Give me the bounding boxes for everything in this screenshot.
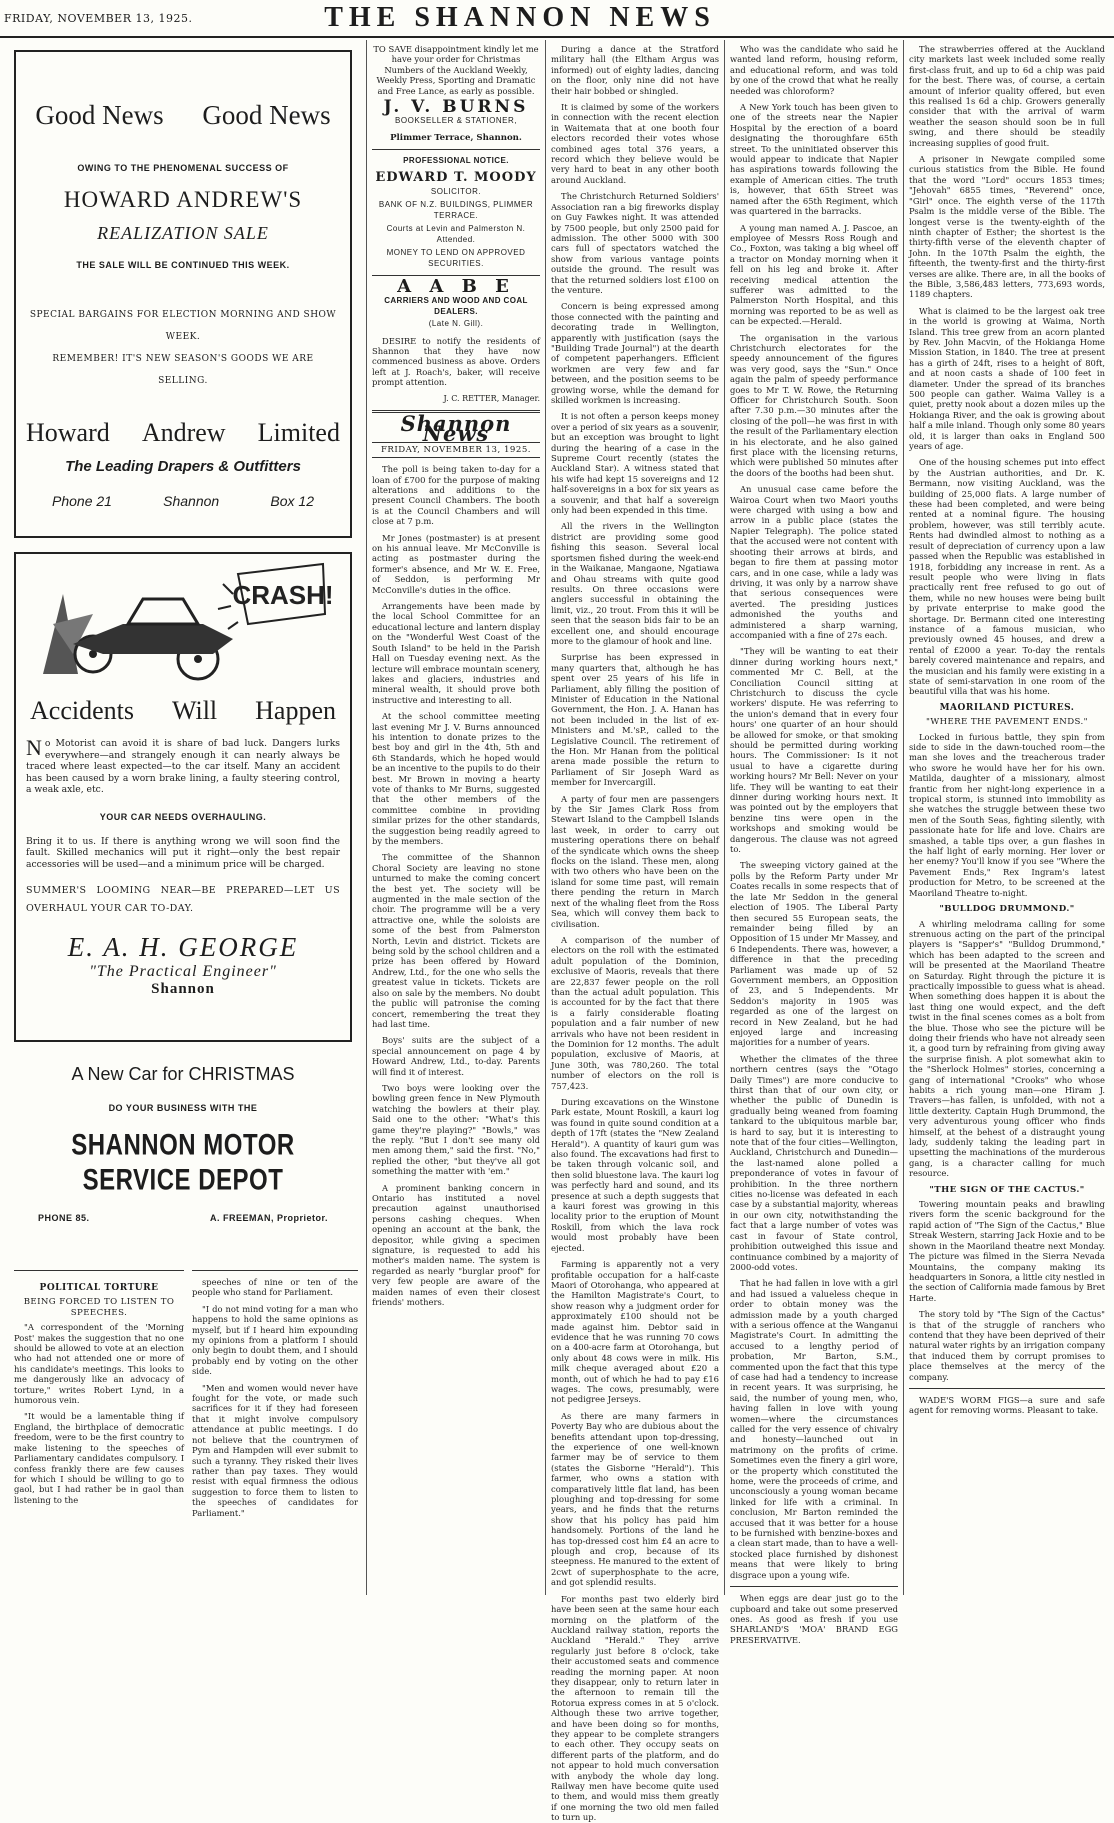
- news-paragraph: At the school committee meeting last evening Mr J. V. Burns announced his intention to donate prizes to the best boy and girl in the 4th, 5th and 6th Standards, which he hoped would be an incentive to the pupils to do their best. Mr Brown in moving a hearty vote of thanks to Mr Burns, suggested that the other members of the committee combine in providing similar prizes for the other standards, the suggestion being readily agreed to by the members.: [372, 711, 540, 846]
- overhaul-heading: YOUR CAR NEEDS OVERHAULING.: [99, 811, 267, 822]
- firm-name: [16, 418, 350, 448]
- firm-word: Howard: [26, 418, 110, 447]
- news-paragraph: The Christchurch Returned Soldiers' Association ran a big fireworks display on Guy Fawkes night. It was attended by 7500 people, but only 2500 paid for admission. The other 5000 with 300 cars full of spectators watched the show from various vantage points outside the ground. The result was that the returned soldiers lost £100 on the venture.: [551, 191, 719, 295]
- george-name: E. A. H. GEORGE: [67, 932, 299, 962]
- news-paragraph: During excavations on the Winstone Park estate, Mount Roskill, a kauri log was found in quite sound condition at a depth of 17ft (states the "New Zealand Herald"). A quantity of kauri gum was also found. The excavations had first to be taken through volcanic soil, and then solid bluestone lava. The kauri log was perfectly hard and sound, and its presence at such a depth suggests that a kauri forest was growing in this locality prior to the eruption of Mount Roskill, from which the lava rock would most probably have been ejected.: [551, 1097, 719, 1253]
- news-paragraph: Two boys were looking over the bowling green fence in New Plymouth watching the bowlers at their play. Said one to the other: "What's this game they're playing?" "Bowls," was the reply. "But I don't see many old men among them," said the first. "No," replied the other, "but they've all got something the matter with 'em.": [372, 1082, 540, 1177]
- realization-sale: REALIZATION SALE: [97, 223, 269, 243]
- burns-trade: BOOKSELLER & STATIONER,: [395, 116, 517, 126]
- news-paragraph: Surprise has been expressed in many quarters that, although he has spent over 25 years of his life in Parliament, ably filling the position of Minister of Education in the National Government, the Hon. J. A. Hanan has not been included in the list of ex-Ministers and M.'sP., called to the Legislative Council. The retirement of the Hon. Mr Hanan from the political arena made possible the return to Parliament of Sir Joseph Ward as member for Invercargill.: [551, 652, 719, 788]
- news-paragraph: One of the housing schemes put into effect by the Austrian authorities, and Dr. K. Bermann, now visiting Auckland, was the building of 25,000 flats. A large number of these had been completed, and were being rented at a nominal figure. The housing problem, however, was still terribly acute. Rents had dwindled almost to nothing as a result of depreciation of currency upon a law passed when the Republic was established in 1918, forbidding any increase in rent. As a result people who were living in flats practically rent free refused to go out of them, while no new houses were being built by private enterprise to make good the shortage. Dr. Bermann cited one interesting instance of a famous musician, who previously owned 45 houses, and drew a rental of £2000 a year. To-day the rentals barely covered maintenance and repairs, and the musician and his family were existing in a state of semi-starvation in one room of the beautiful villa that was his home.: [909, 457, 1105, 697]
- crashed-car-illustration: [33, 554, 333, 684]
- column-rule: [724, 40, 725, 1595]
- good-news-right: Good News: [202, 100, 331, 130]
- news-paragraph: The poll is being taken to-day for a loan of £700 for the purpose of making alterations and additions to the present Council Chambers. The booth is at the Council Chambers and will close at 7 p.m.: [372, 464, 540, 527]
- howard-andrew-advert: [14, 50, 352, 538]
- political-torture-col-2: [192, 1270, 358, 1602]
- bulldog-subheading: "BULLDOG DRUMMOND.": [939, 904, 1075, 915]
- news-paragraph: What is claimed to be the largest oak tree in the world is growing at Waima, North Island. This tree grew from an acorn planted by Rev. John Macvin, of the Hokianga Home Mission Station, in 1840. The tree at present has a girth of 24ft, rises to a height of 80ft, and at noon casts a shade of 100 feet in diameter. Under the spread of its branches 500 people can gather. Waima Valley is a quiet, pretty nook about a dozen miles up the Hokianga River, and the oak is growing about half a mile inland. Though only some 80 years old, it is larger than oaks in England 500 years of age.: [909, 305, 1105, 452]
- pavement-subheading: "WHERE THE PAVEMENT ENDS.": [926, 717, 1088, 728]
- depot-name: SHANNON MOTOR SERVICE DEPOT: [71, 1128, 295, 1197]
- motor-depot-advert: [14, 1054, 352, 1254]
- article-paragraph: "A correspondent of the 'Morning Post' makes the suggestion that no one should be allowed to vote at an election who had not attended one or more of his candidate's meetings. This looks to me dangerously like an advocacy of torture," writes Robert Lynd, in a humorous vein.: [14, 1322, 184, 1406]
- moody-money: MONEY TO LEND ON APPROVED SECURITIES.: [386, 248, 526, 268]
- nameplate-date: FRIDAY, NOVEMBER 13, 1925.: [372, 442, 540, 458]
- aabe-sign: J. C. RETTER, Manager.: [443, 393, 540, 403]
- drop-cap: N: [26, 735, 42, 760]
- news-paragraph: All the rivers in the Wellington district are providing some good fishing this season. Several local sportsmen fished during the week-end in the Waikanae, Mangaone, Ngatiawa and Ohau streams with quite good results. On three occasions were anglers successful in obtaining the limit, viz., 20 trout. From this it will be seen that the season bids fair to be an excellent one, and should encourage more to the glamour of hook and line.: [551, 521, 719, 646]
- column-6: [909, 44, 1105, 1592]
- show-week: WEEK.: [165, 332, 201, 342]
- aabe-late: (Late N. Gill).: [428, 319, 484, 329]
- burns-name: J. V. BURNS: [383, 97, 529, 118]
- news-paragraph: Concern is being expressed among those connected with the painting and decorating trade in Wellington, apparently with justification (says the "Building Trade Journal") at the dearth of competent paperhangers. Efficient workmen are very few and far between, and the position seems to be growing worse, while the demand for skilled workmen is increasing.: [551, 301, 719, 405]
- news-paragraph: Arrangements have been made by the local School Committee for an educational lecture and lantern display on the "Wonderful West Coast of the South Island" to be held in the Parish Hall on Tuesday evening next. As the lecture will embrace mountain scenery, lakes and glaciers, industries and mineral wealth, it should prove both instructive and interesting to all.: [372, 601, 540, 705]
- news-paragraph: That he had fallen in love with a girl and had issued a valueless cheque in order to obtain money was the admission made by a youth charged with a serious offence at the Wanganui Magistrate's Court. In admitting the accused to a lengthy period of probation, Mr Barton, S.M., commented upon the fact that this type of case had had a tendency to increase in recent years. It was surprising, he said, the number of young men, who, having fallen in love with young women—where the circumstances called for the very essence of chivalry and honesty—launched out in matrimony on the profits of crime. Sometimes even the finery a girl wore, or the property which constituted the home, were the proceeds of crime, and unconsciously a young woman became linked for life with a criminal. In conclusion, Mr Barton reminded the accused that it was better for a house to be furnished with benzine-boxes and a clean start made, than to have a well-stocked place furnished by dishonest means that were likely to bring disgrace upon a young wife.: [730, 1278, 898, 1580]
- moody-advert: [372, 156, 540, 269]
- issue-date: FRIDAY, NOVEMBER 13, 1925.: [4, 12, 193, 25]
- column-4: [551, 44, 719, 1823]
- owing-line: OWING TO THE PHENOMENAL SUCCESS OF: [77, 163, 289, 173]
- cactus-subheading: "THE SIGN OF THE CACTUS.": [929, 1184, 1085, 1195]
- column-5: [730, 44, 898, 1645]
- news-paragraph: Who was the candidate who said he wanted land reform, housing reform, and educational reform, and was told by one of the crowd that what he really needed was chloroform?: [730, 44, 898, 96]
- news-paragraph: A young man named A. J. Pascoe, an employee of Messrs Ross Rough and Co., Foxton, was taking a big wheel off a tractor on Monday morning when it fell on his leg and broke it. After receiving medical attention the sufferer was admitted to the Palmerston North Hospital, and this morning was reported to be as well as can be expected.—Herald.: [730, 222, 898, 327]
- news-paragraph: A party of four men are passengers by the Sir James Clark Ross from Stewart Island to the Campbell Islands last week, in order to carry out mustering operations there on behalf of the syndicate which owns the sheep flocks on the island. These men, along with two others who have been on the island for some time past, will remain there pending the return in March next of the whaling fleet from the Ross Sea, which will convey them back to civilisation.: [551, 793, 719, 929]
- news-paragraph: Farming is apparently not a very profitable occupation for a half-caste Maori of Otorohanga, who appeared at the Hamilton Magistrate's Court, to show reason why a judgment order for approximately £100 should not be made against him. Debtor said in evidence that he was running 70 cows on a 400-acre farm at Otorohanga, but only about 48 cows were in milk. His milk cheque averaged about £20 a month, out of which he had to pay £16 wages. The cows, presumably, were not pedigree Jerseys.: [551, 1259, 719, 1405]
- moody-name: EDWARD T. MOODY: [375, 169, 537, 185]
- town-name: Shannon: [163, 493, 220, 509]
- news-paragraph: A prominent banking concern in Ontario has instituted a novel precaution against unauthorised persons cashing cheques. When opening an account at the bank, the depositor, while giving a specimen signature, is requested to add his mother's maiden name. The system is regarded as nearly "burglar proof" for very few people are aware of the maiden names of even their closest friends' mothers.: [372, 1182, 540, 1308]
- firm-tagline: The Leading Drapers & Outfitters: [65, 458, 301, 475]
- firm-word: Limited: [257, 418, 340, 447]
- selling-line: SELLING.: [158, 376, 208, 386]
- news-paragraph: The organisation in the various Christchurch electorates for the speedy announcement of the figures was very good, says the "Sun." Once again the palm of speedy performance goes to Mr T. W. Rowe, the Returning Officer for Christchurch South. Soon after 7.30 p.m.—30 minutes after the closing of the poll—he was first in with the result of the Parliamentary election in his electorate, and he also gained first place with the licensing returns, which were published 50 minutes after the doors of the booths had been shut.: [730, 332, 898, 478]
- column-rule: [366, 40, 367, 1595]
- summer-text: SUMMER'S LOOMING NEAR—BE PREPARED—LET US OVERHAUL YOUR CAR TO-DAY.: [26, 885, 340, 914]
- maoriland-heading: MAORILAND PICTURES.: [939, 702, 1075, 713]
- do-business-line: DO YOUR BUSINESS WITH THE: [108, 1103, 258, 1113]
- news-paragraph: "They will be wanting to eat their dinner during working hours next," commented Mr C. Bell, at the Conciliation Council sitting at Christchurch to discuss the cycle workers' dispute. He was referring to the union's demand that in every four hours' one quarter of an hour should be allowed for smoke, or that smoking should be permitted during working hours. The Commissioner: Is it not usual to have a cigarette during working hours? Mr Bell: Never on your life. They will be wanting to eat their dinner during working hours next. It was pointed out by the employers that benzine tins were open in the workshops and smoking would be dangerous. The clause was not agreed to.: [730, 646, 898, 855]
- masthead: [0, 0, 1114, 38]
- new-car-heading: A New Car for CHRISTMAS: [71, 1064, 295, 1084]
- moody-courts: Courts at Levin and Palmerston N. Attended.: [386, 224, 526, 244]
- column-3: [372, 44, 540, 1592]
- burns-advert: [372, 44, 540, 143]
- burns-intro: TO SAVE disappointment kindly let me have your order for Christmas Numbers of the Auckland Weekly, Weekly Press, Sporting and Dramatic and Free Lance, as early as possible.: [373, 44, 539, 96]
- contact-row: [16, 493, 350, 509]
- aabe-body: DESIRE to notify the residents of Shannon that they have now commenced business as above. Orders left at J. Roach's, baker, will receive prompt attention.: [372, 335, 540, 388]
- accident-body: [16, 735, 350, 796]
- news-paragraph: Whether the climates of the three northern centres (says the "Otago Daily Times") are more conducive to thirst than that of our own city, or whether the public of Dunedin is gradually being weaned from foaming tankard to the ubiquitous marble bar, is hard to say, but it is interesting to note that of the four cities—Wellington, Auckland, Christchurch and Dunedin—the last-named alone polled a preponderance of votes in favour of prohibition. In the three northern cities no-license was defeated in each case by a substantial majority, whereas in our own city, notwithstanding the fact that a large number of votes was cast in favour of State control, prohibition outweighed this issue and continuance combined by a majority of 2000-odd votes.: [730, 1053, 898, 1272]
- news-paragraph: Mr Jones (postmaster) is at present on his annual leave. Mr McConville is acting as postmaster during the former's absence, and Mr W. E. Free, of Seddon, is performing Mr McConville's duties in the office.: [372, 532, 540, 595]
- news-paragraph: The committee of the Shannon Choral Society are leaving no stone unturned to make the coming concert the best yet. The society will be augmented in the male section of the choir. The programme will be a very attractive one, while the soloists are some of the best from Palmerston North, Levin and district. Tickets are being sold by the school children and a prize has been offered by Howard Andrew, Ltd., for the one who sells the greatest value in tickets. Tickets are also on sale by the members. No doubt the public will patronise the coming concert, remembering the treat they had last time.: [372, 852, 540, 1029]
- crash-text: CRASH!: [232, 580, 334, 610]
- news-paragraph: During a dance at the Stratford military hall (the Eltham Argus was informed) out of eighty ladies, dancing on the floor, only nine did not have their hair bobbed or shingled.: [551, 44, 719, 96]
- news-paragraph: Boys' suits are the subject of a special announcement on page 4 by Howard Andrew, Ltd., to-day. Parents will find it of interest.: [372, 1035, 540, 1077]
- accident-text: o Motorist can avoid it is share of bad luck. Dangers lurks everywhere—and strangely enough it can nearly always be traced where least expected—to the car itself. Many an accident has been caused by a worn brake lining, a faulty steering control, a weak axle, etc.: [26, 738, 340, 795]
- heading-word: Will: [171, 696, 218, 725]
- political-torture-col-1: [14, 1270, 184, 1602]
- sale-continued: THE SALE WILL BE CONTINUED THIS WEEK.: [76, 260, 290, 270]
- egg-preservative-advert: When eggs are dear just go to the cupboard and take out some preserved ones. As good as fresh if you use SHARLAND'S 'MOA' BRAND EGG PRESERVATIVE.: [730, 1593, 898, 1645]
- news-paragraph: A prisoner in Newgate compiled some curious statistics from the Bible. He found that the word "Lord" occurs 1853 times; "Jehovah" 6855 times, "Reverend" once, "Girl" once. The eighth verse of the 117th Psalm is the middle verse of the Bible. The longest verse is the twenty-eighth of the ninth chapter of Esther; the shortest is the thirty-fifth verse of the eleventh chapter of John. In the 107th Psalm the eighth, the fifteenth, the twenty-first and the thirty-first verses are alike. There are, in all the books of the Bible, 3,586,483 letters, 773,693 words, 1189 chapters.: [909, 154, 1105, 300]
- news-paragraph: The sweeping victory gained at the polls by the Reform Party under Mr Coates recalls in some respects that of the late Mr Seddon in the general election of 1905. The Liberal Party then secured 55 European seats, the remainder being filled by an Opposition of 15 under Mr Massey, and 6 Independents. There was, however, a difference in that the preceding Parliament was made up of 52 Government members, an Opposition of 23, and 5 Independents. Mr Seddon's majority in 1905 was regarded as one of the largest on record in New Zealand, but he had enjoyed large and increasing majorities for a number of years.: [730, 860, 898, 1048]
- practical-engineer: "The Practical Engineer": [89, 963, 277, 980]
- depot-phone: PHONE 85.: [38, 1213, 90, 1223]
- burns-address: Plimmer Terrace, Shannon.: [390, 132, 522, 143]
- professional-notice: PROFESSIONAL NOTICE.: [403, 156, 509, 166]
- news-paragraph: A New York touch has been given to one of the streets near the Napier Hospital by the erection of a board designating the thoroughfare 65th street. To the uninitiated observer this would appear to indicate that Napier has aspirations towards following the example of American cities. The truth is, however, that 65th Street was named after the 65th Regiment, which was quartered in the barracks.: [730, 102, 898, 217]
- moody-address: BANK OF N.Z. BUILDINGS, PLIMMER TERRACE.: [378, 200, 534, 220]
- news-paragraph: The story told by "The Sign of the Cactus" is that of the struggle of ranchers who contend that they have been deprived of their natural water rights by an irrigation company that induced them by corrupt promises to place themselves at the mercy of the company.: [909, 1309, 1105, 1382]
- news-paragraph: For months past two elderly bird have been seen at the same hour each morning on the platform of the Auckland railway station, reports the Auckland "Herald." They arrive regularly just before 8 o'clock, take their accustomed seats and commence reading the morning paper. At noon they disappear, only to return later in the afternoon to remain till the Rotorua express comes in at 5 o'clock. Although these two arrive together, and have been doing so for months, they appear to be complete strangers to each other. They occupy seats on different parts of the platform, and do not appear to hold much conversation with anybody the whole day long. Railway men have become quite used to them, and would miss them greatly if one morning the two old men failed to turn up.: [551, 1593, 719, 1823]
- box-number: Box 12: [270, 493, 314, 509]
- depot-proprietor: A. FREEMAN, Proprietor.: [209, 1213, 328, 1223]
- article-paragraph: "It would be a lamentable thing if England, the birthplace of democratic freedom, were to be the first country to make listening to the speeches of Parliamentary candidates compulsory. I confess frankly there are few causes for which I should be willing to go to gaol, but I had rather be in gaol than listening to the: [14, 1411, 184, 1505]
- article-paragraph: speeches of nine or ten of the people who stand for Parliament.: [192, 1277, 358, 1298]
- accidents-heading: [16, 696, 350, 726]
- article-subheading: BEING FORCED TO LISTEN TO SPEECHES.: [23, 1297, 175, 1318]
- article-paragraph: "I do not mind voting for a man who happens to hold the same opinions as myself, but if I heard him expounding my opinions from a platform I should only begin to doubt them, and I should probably end by voting on the other side.: [192, 1303, 358, 1377]
- phone-number: Phone 21: [52, 493, 112, 509]
- george-town: Shannon: [151, 981, 215, 997]
- newspaper-title: THE SHANNON NEWS: [324, 2, 716, 33]
- firm-word: Andrew: [141, 418, 226, 447]
- bring-it-text: Bring it to us. If there is anything wrong we will soon find the fault. Skilled mechanics will put it right—only the best repair accessories will be used—and a minimum price will be charged.: [26, 835, 340, 870]
- depot-footer: [14, 1213, 352, 1223]
- news-paragraph: A whirling melodrama calling for some strenuous acting on the part of the principal players is "Sapper's" "Bulldog Drummond," which has been adapted to the screen and will be presented at the Maoriland Theatre on Saturday. Right through the picture it is practically impossible to guess what is ahead. When something does happen it is about the last thing one would expect, and the deft twist in the final scenes comes as a bolt from the blue. Those who see the picture will be doing their friends who have not already seen it, a good turn by refraining from giving away the surprise finish. A plot somewhat akin to the "Sherlock Holmes" stories, concerning a gang of international "Crooks" who whose habits a rich young man—one Hiram J. Travers—has fallen, is unfolded, with not a little dexterity. Captain Hugh Drummond, the very adventurous young officer who finds himself, at the behest of a distraught young lady, suddenly taking the leading part in upsetting the machinations of the murderous gang, is a character calling for much resource.: [909, 918, 1105, 1179]
- moody-trade: SOLICITOR.: [430, 187, 482, 197]
- news-paragraph: Towering mountain peaks and brawling rivers form the scenic background for the rapid action of "The Sign of the Cactus," Blue Streak Western, starring Jack Hoxie and to be shown in the Maoriland theatre next Monday. The picture was filmed in the Sierra Nevada Mountains, the company making its headquarters in Sonora, a little city nestled in the section of California made famous by Bret Harte.: [909, 1199, 1105, 1303]
- news-paragraph: It is claimed by some of the workers in connection with the recent election in Waitemata that at one booth four electors recorded their votes whose combined ages total 376 years, a record which they believe would be very hard to beat in any other booth around Auckland.: [551, 102, 719, 185]
- news-paragraph: As there are many farmers in Poverty Bay who are dubious about the benefits attendant upon top-dressing, the experience of one well-known farmer may be of service to them (states the Gisborne "Herald"). This farmer, who owns a station with comparatively little flat land, has been ploughing and top-dressing for some years, and he finds that the returns show that his policy has paid him handsomely. Portions of the land he has top-dressed cost him £4 an acre to plough and crop, because of its steepness. He manured to the extent of 2cwt of superphosphate to the acre, and got splendid results.: [551, 1410, 719, 1588]
- howard-andrews-heading: HOWARD ANDREW'S: [63, 187, 303, 212]
- shannon-news-nameplate: Shannon News: [400, 410, 512, 447]
- heading-word: Accidents: [30, 696, 134, 725]
- worm-figs-advert: WADE'S WORM FIGS—a sure and safe agent for removing worms. Pleasant to take.: [909, 1394, 1105, 1416]
- column-rule: [903, 40, 904, 1595]
- article-heading: POLITICAL TORTURE: [39, 1283, 159, 1293]
- aabe-trade: CARRIERS AND WOOD AND COAL DEALERS.: [384, 296, 528, 316]
- aabe-name: A A B E: [397, 275, 515, 297]
- news-paragraph: The strawberries offered at the Auckland city markets last week included some really first-class fruit, and up to 6d a chip was paid for the best. There was, of course, a certain amount of inferior quality offered, but even this realised 1s 6d a chip. Growers generally consider that with the arrival of warm weather the season should soon be in full swing, and there should be steadily increasing supplies of good fruit.: [909, 44, 1105, 148]
- news-paragraph: An unusual case came before the Wairoa Court when two Maori youths were charged with using a bow and arrow in a public place (states the Napier Telegraph). The police stated that the accused were not content with shooting their arrows at birds, and began to fire them at passing motor cars, and in one case, while a lady was driving, it was only by a narrow shave that serious consequences were averted. The presiding justices admonished the youths and administered a sharp warning, accompanied with a fine of 27s each.: [730, 484, 898, 640]
- news-paragraph: It is not often a person keeps money over a period of six years as a souvenir, but an exception was brought to light during the hearing of a case in the Supreme Court recently (states the Auckland Star). A witness stated that his wife had kept 15 sovereigns and 12 half-sovereigns in a box for six years as a souvenir, and that half a sovereign only had been expended in this time.: [551, 411, 719, 516]
- column-rule: [545, 40, 546, 1595]
- remember-line: REMEMBER! IT'S NEW SEASON'S GOODS WE ARE: [52, 354, 314, 364]
- george-garage-advert: [14, 552, 352, 1042]
- article-paragraph: "Men and women would never have fought for the vote, or made such sacrifices for it if they had foreseen that it might involve compulsory attendance at public meetings. I do not believe that the countrymen of Pym and Hampden will ever submit to such a tyranny. They risked their lives rather than pay taxes. They would resist with equal firmness the odious suggestion to force them to listen to the speeches of candidates for Parliament.": [192, 1382, 358, 1518]
- news-paragraph: A comparison of the number of electors on the roll with the estimated adult population of the Dominion, exclusive of Maoris, reveals that there are 22,837 fewer people on the roll than the actual adult population. This is accounted for by the fact that there is a fairly considerable floating population and a fair number of new arrivals who have not been resident in the Dominion for 12 months. The adult population, exclusive of Maoris, at June 30th, was 780,260. The total number of electors on the roll is 757,423.: [551, 934, 719, 1091]
- good-news-left: Good News: [35, 100, 164, 130]
- heading-word: Happen: [255, 696, 336, 725]
- special-bargains: SPECIAL BARGAINS FOR ELECTION MORNING AND SHOW: [29, 310, 337, 320]
- aabe-advert: [372, 275, 540, 404]
- news-paragraph: Locked in furious battle, they spin from side to side in the dawn-touched room—the man she loves and the treacherous trader who swore he would have her for his own. Matilda, daughter of a missionary, almost frantic from her night-long experience in a tropical storm, is stunned into immobility as she watches the struggle between these two men of the South Seas, fighting silently, with passionate hate for life and love. Chairs are smashed, a table tips over, a gun flashes in the half light of early morning. Her lover or her enemy? You'll know if you see "Where the Pavement Ends," Rex Ingram's latest production for Metro, to be screened at the Maoriland Theatre to-night.: [909, 731, 1105, 898]
